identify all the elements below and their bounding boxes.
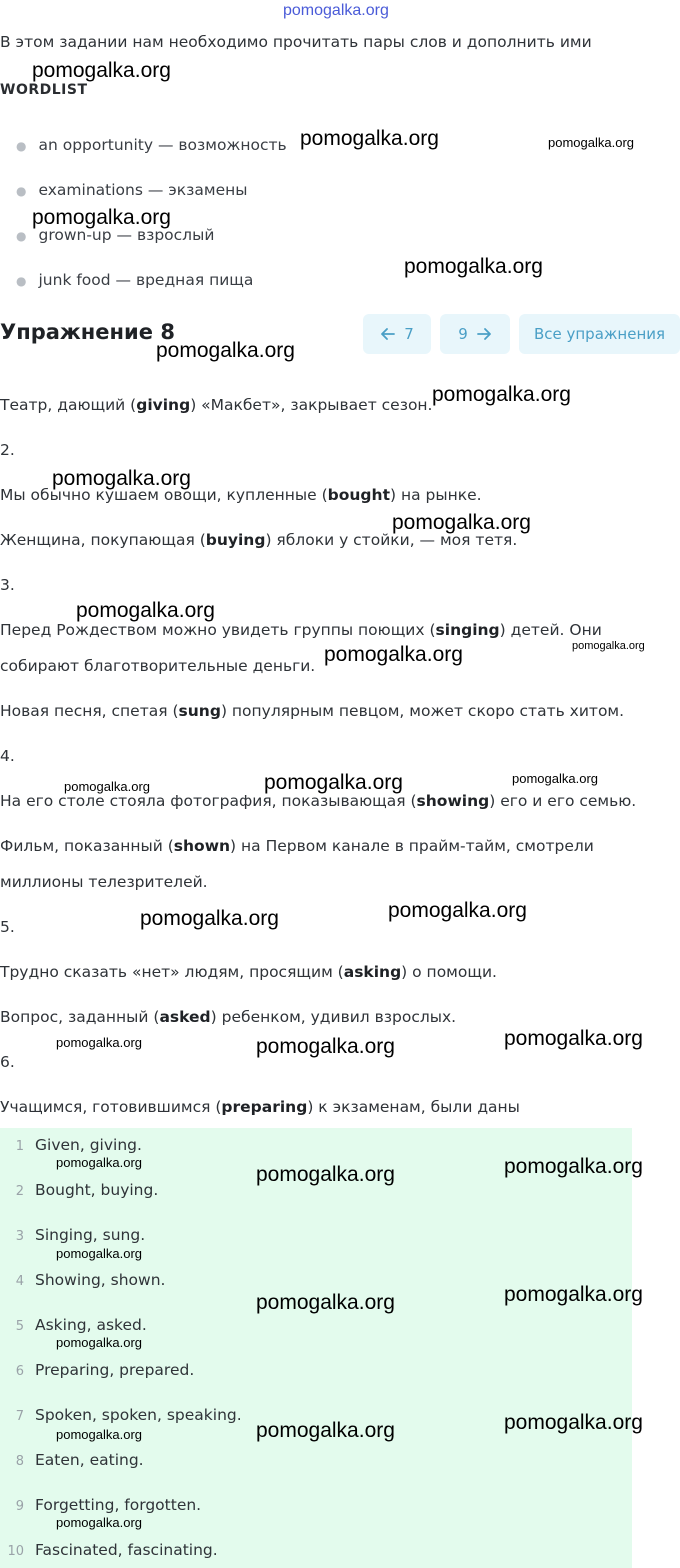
bullet-icon: ● bbox=[16, 184, 27, 198]
answer-item: 6 Preparing, prepared. bbox=[15, 1361, 195, 1379]
watermark: pomogalka.org bbox=[512, 771, 598, 786]
watermark: pomogalka.org bbox=[64, 779, 150, 794]
wordlist-item: ● grown-up — взрослый bbox=[16, 226, 215, 244]
arrow-right-icon bbox=[476, 326, 492, 342]
top-watermark: pomogalka.org bbox=[283, 2, 389, 19]
sentence-continuation: собирают благотворительные деньги. bbox=[0, 657, 316, 675]
sentence: Трудно сказать «нет» людям, просящим (asking) о помощи. bbox=[0, 963, 497, 981]
sentence: На его столе стояла фотография, показывающая (showing) его и его семью. bbox=[0, 792, 637, 810]
answer-item: 3 Singing, sung. bbox=[15, 1226, 146, 1244]
watermark: pomogalka.org bbox=[52, 467, 191, 490]
watermark: pomogalka.org bbox=[404, 255, 543, 278]
watermark: pomogalka.org bbox=[56, 1427, 142, 1442]
watermark: pomogalka.org bbox=[388, 899, 527, 922]
watermark: pomogalka.org bbox=[504, 1411, 643, 1434]
watermark: pomogalka.org bbox=[56, 1515, 142, 1530]
answer-item: 1 Given, giving. bbox=[15, 1136, 142, 1154]
answer-item: 2 Bought, buying. bbox=[15, 1181, 159, 1199]
exercise-title: Упражнение 8 bbox=[0, 320, 175, 344]
answer-item: 10 Fascinated, fascinating. bbox=[7, 1541, 218, 1559]
wordlist-item: ● an opportunity — возможность bbox=[16, 136, 287, 154]
answer-item: 7 Spoken, spoken, speaking. bbox=[15, 1406, 242, 1424]
item-number: 6. bbox=[0, 1053, 15, 1071]
bullet-icon: ● bbox=[16, 274, 27, 288]
sentence: Женщина, покупающая (buying) яблоки у стойки, — моя тетя. bbox=[0, 531, 518, 549]
arrow-left-icon bbox=[380, 326, 396, 342]
answer-item: 4 Showing, shown. bbox=[15, 1271, 166, 1289]
watermark: pomogalka.org bbox=[56, 1155, 142, 1170]
watermark: pomogalka.org bbox=[56, 1335, 142, 1350]
watermark: pomogalka.org bbox=[432, 383, 571, 406]
sentence: Вопрос, заданный (asked) ребенком, удивил взрослых. bbox=[0, 1008, 457, 1026]
watermark: pomogalka.org bbox=[324, 643, 463, 666]
sentence-continuation: миллионы телезрителей. bbox=[0, 873, 208, 891]
watermark: pomogalka.org bbox=[76, 599, 215, 622]
watermark: pomogalka.org bbox=[256, 1291, 395, 1314]
watermark: pomogalka.org bbox=[504, 1027, 643, 1050]
answer-item: 5 Asking, asked. bbox=[15, 1316, 147, 1334]
watermark: pomogalka.org bbox=[504, 1283, 643, 1306]
watermark: pomogalka.org bbox=[256, 1163, 395, 1186]
sentence: Фильм, показанный (shown) на Первом канале в прайм-тайм, смотрели bbox=[0, 837, 594, 855]
wordlist-item: ● examinations — экзамены bbox=[16, 181, 248, 199]
prev-exercise-button[interactable]: 7 bbox=[363, 314, 431, 354]
watermark: pomogalka.org bbox=[256, 1035, 395, 1058]
sentence: Новая песня, спетая (sung) популярным певцом, может скоро стать хитом. bbox=[0, 702, 625, 720]
item-number: 4. bbox=[0, 747, 15, 765]
watermark: pomogalka.org bbox=[392, 511, 531, 534]
watermark: pomogalka.org bbox=[548, 135, 634, 150]
bullet-icon: ● bbox=[16, 229, 27, 243]
watermark: pomogalka.org bbox=[264, 771, 403, 794]
answer-item: 8 Eaten, eating. bbox=[15, 1451, 144, 1469]
wordlist-title: WORDLIST bbox=[0, 82, 88, 98]
watermark: pomogalka.org bbox=[32, 206, 171, 229]
watermark: pomogalka.org bbox=[256, 1419, 395, 1442]
all-exercises-button[interactable]: Все упражнения bbox=[519, 314, 680, 354]
intro-text: В этом задании нам необходимо прочитать пары слов и дополнить ими bbox=[0, 33, 592, 51]
watermark: pomogalka.org bbox=[300, 127, 439, 150]
sentence: Перед Рождеством можно увидеть группы поющих (singing) детей. Они bbox=[0, 621, 602, 639]
watermark: pomogalka.org bbox=[140, 907, 279, 930]
wordlist-item: ● junk food — вредная пища bbox=[16, 271, 254, 289]
watermark: pomogalka.org bbox=[504, 1155, 643, 1178]
sentence: Мы обычно кушаем овощи, купленные (bought) на рынке. bbox=[0, 486, 482, 504]
watermark: pomogalka.org bbox=[56, 1035, 142, 1050]
next-exercise-button[interactable]: 9 bbox=[440, 314, 510, 354]
sentence: Учащимся, готовившимся (preparing) к экзаменам, были даны bbox=[0, 1098, 520, 1116]
item-number: 3. bbox=[0, 576, 15, 594]
watermark: pomogalka.org bbox=[156, 339, 295, 362]
item-number: 5. bbox=[0, 918, 15, 936]
watermark: pomogalka.org bbox=[572, 640, 645, 652]
item-number: 2. bbox=[0, 441, 15, 459]
bullet-icon: ● bbox=[16, 139, 27, 153]
sentence: Театр, дающий (giving) «Макбет», закрывает сезон. bbox=[0, 396, 433, 414]
watermark: pomogalka.org bbox=[56, 1246, 142, 1261]
watermark: pomogalka.org bbox=[32, 59, 171, 82]
answer-item: 9 Forgetting, forgotten. bbox=[15, 1496, 202, 1514]
